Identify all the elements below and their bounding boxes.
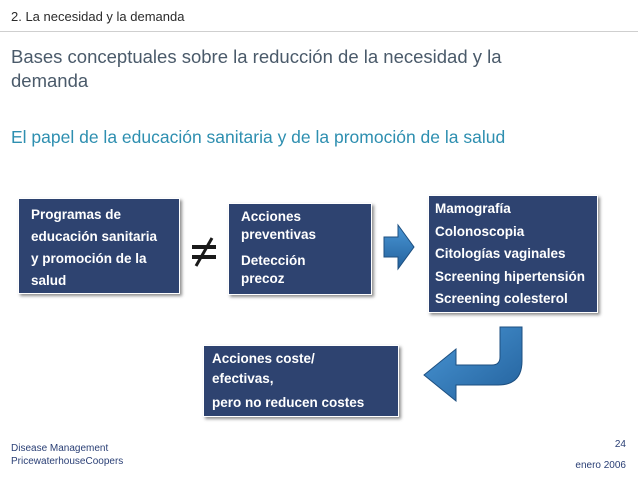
programs-line-2: educación sanitaria [31, 229, 158, 244]
programs-line-3: y promoción de la [31, 251, 147, 266]
programs-line-1: Programas de [31, 207, 122, 222]
actions-line-2: preventivas [241, 227, 317, 242]
screening-item: Screening colesterol [435, 291, 568, 306]
cost-line-3: pero no reducen costes [212, 395, 365, 410]
section-label: 2. La necesidad y la demanda [11, 9, 185, 24]
actions-line-3: Detección [241, 253, 306, 268]
footer-date: enero 2006 [575, 460, 626, 471]
screening-item: Colonoscopia [435, 223, 525, 239]
footer-company [11, 442, 123, 468]
footer-right [575, 438, 626, 472]
cost-line-1: Acciones coste/ [212, 351, 315, 366]
screening-item: Mamografía [435, 201, 511, 216]
footer-line-1: Disease Management [11, 443, 109, 454]
actions-box [228, 203, 372, 295]
screening-item: Screening hipertensión [435, 268, 586, 284]
arrow-turn-icon [422, 325, 526, 403]
programs-line-4: salud [31, 273, 67, 288]
cost-effective-box [203, 345, 399, 417]
actions-line-4: precoz [241, 271, 285, 286]
screening-item: Citologías vaginales [435, 246, 566, 261]
page-number: 24 [614, 439, 626, 450]
arrow-right-icon [382, 222, 416, 272]
screenings-box [428, 195, 598, 313]
title-divider [0, 31, 638, 32]
page-title-line-2: demanda [11, 70, 89, 91]
page-title-line-1: Bases conceptuales sobre la reducción de la necesidad y la [11, 46, 502, 67]
footer-line-2: PricewaterhouseCoopers [11, 456, 124, 467]
page-subtitle: El papel de la educación sanitaria y de la promoción de la salud [11, 127, 506, 147]
not-equal-icon [188, 236, 220, 268]
programs-box [18, 198, 180, 294]
page-title [11, 45, 611, 93]
actions-line-1: Acciones [241, 209, 302, 224]
cost-line-2: efectivas, [212, 371, 274, 386]
